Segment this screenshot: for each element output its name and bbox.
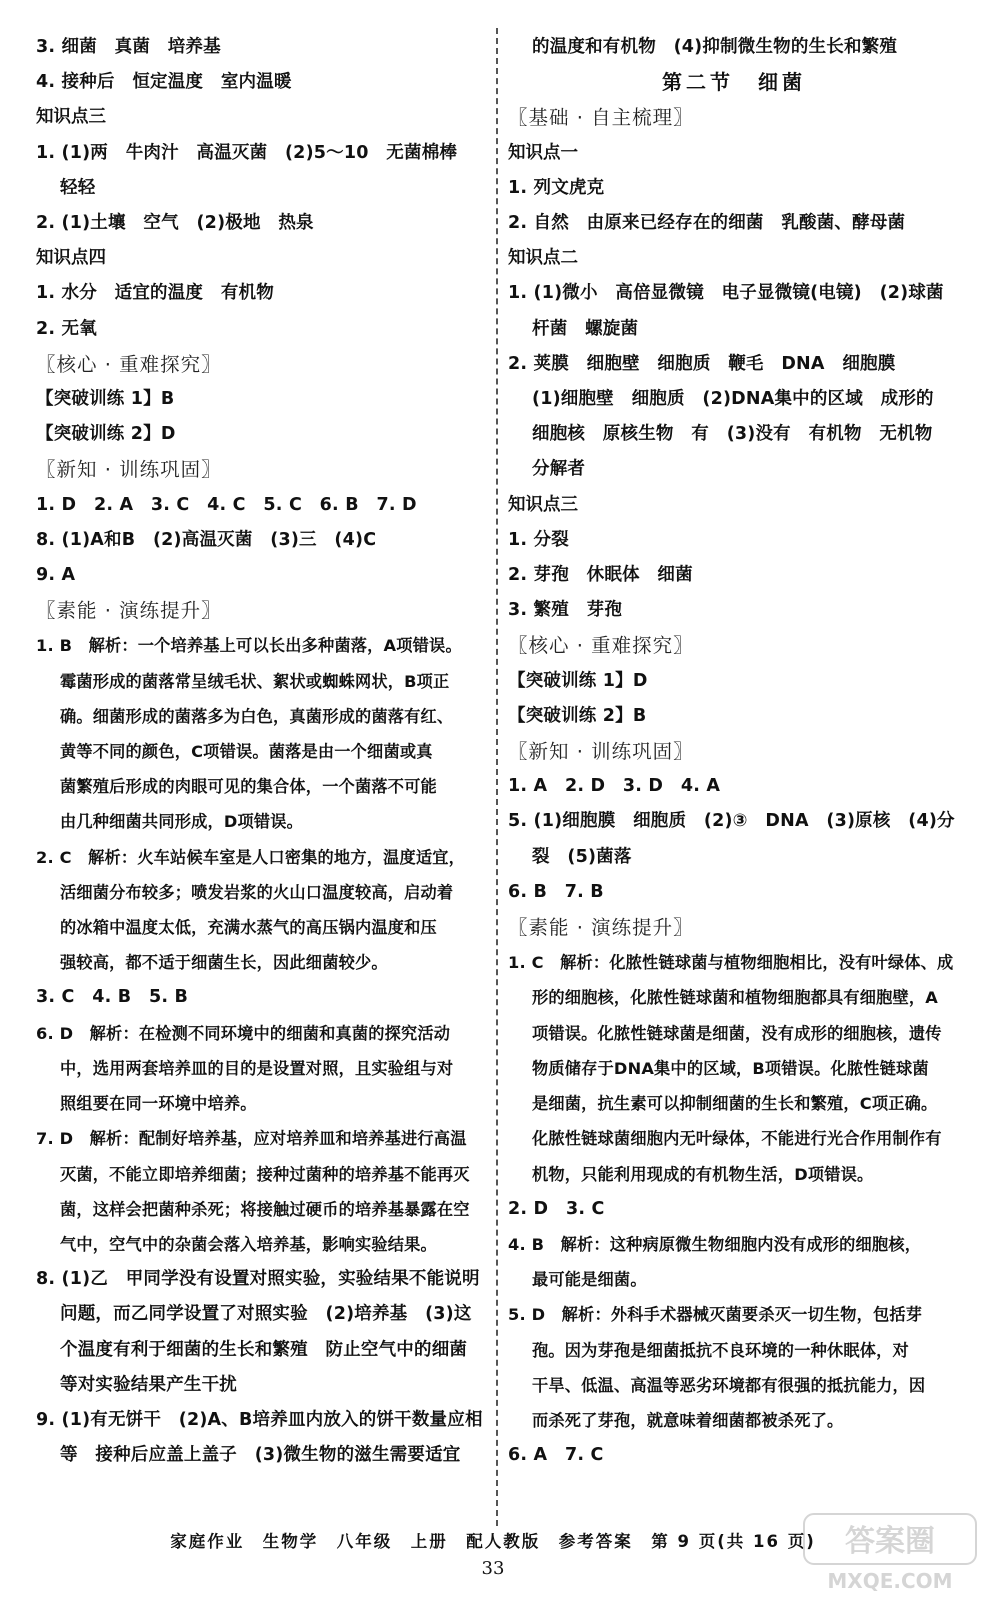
right-column-line: 【突破训练 1】D: [508, 670, 648, 691]
page-number: 33: [481, 1558, 505, 1579]
left-column-line: 9. (1)有无饼干 (2)A、B培养皿内放入的饼干数量应相: [36, 1409, 483, 1430]
right-column-line: 4. B 解析：这种病原微生物细胞内没有成形的细胞核，: [508, 1234, 922, 1254]
left-column-line: 由几种细菌共同形成，D项错误。: [60, 812, 304, 832]
page-footer: 家庭作业 生物学 八年级 上册 配人教版 参考答案 第 9 页(共 16 页): [170, 1532, 816, 1551]
right-column: [508, 30, 960, 1473]
right-column-line: 5. (1)细胞膜 细胞质 (2)③ DNA (3)原核 (4)分: [508, 811, 955, 832]
right-column-line: 〖核心 · 重难探究〗: [508, 634, 694, 658]
left-column-line: 等对实验结果产生干扰: [60, 1374, 237, 1395]
left-column-line: 等 接种后应盖上盖子 (3)微生物的滋生需要适宜: [60, 1445, 461, 1466]
left-column-line: 4. 接种后 恒定温度 室内温暖: [36, 72, 292, 93]
right-column-line: 化脓性链球菌细胞内无叶绿体，不能进行光合作用制作有: [532, 1129, 942, 1149]
right-column-line: 是细菌，抗生素可以抑制细菌的生长和繁殖，C项正确。: [532, 1094, 938, 1114]
right-column-line: 知识点三: [508, 494, 578, 515]
right-column-line: 【突破训练 2】B: [508, 705, 647, 726]
left-column-line: 7. D 解析：配制好培养基，应对培养皿和培养基进行高温: [36, 1129, 467, 1149]
right-column-line: 1. 列文虎克: [508, 177, 605, 198]
watermark-site: MXQE.COM: [827, 1569, 953, 1593]
right-column-line: 形的细胞核，化脓性链球菌和植物细胞都具有细胞壁，A: [532, 988, 939, 1008]
right-column-line: 〖新知 · 训练巩固〗: [508, 740, 694, 764]
left-column-line: 问题，而乙同学设置了对照实验 (2)培养基 (3)这: [60, 1304, 472, 1325]
right-column-line: 机物，只能利用现成的有机物生活，D项错误。: [532, 1164, 874, 1184]
right-column-line: 细胞核 原核生物 有 (3)没有 有机物 无机物: [532, 424, 933, 445]
left-column-line: 强较高，都不适于细菌生长，因此细菌较少。: [60, 953, 388, 973]
right-column-line: 的温度和有机物 (4)抑制微生物的生长和繁殖: [532, 37, 898, 57]
right-column-line: 最可能是细菌。: [532, 1270, 647, 1290]
left-column-line: 〖素能 · 演练提升〗: [36, 599, 222, 623]
left-column-line: 1. B 解析：一个培养基上可以长出多种菌落，A项错误。: [36, 636, 462, 656]
right-column-line: 2. D 3. C: [508, 1198, 605, 1219]
left-column: [36, 30, 492, 1473]
watermark-text: 答案圈: [845, 1524, 935, 1559]
left-column-line: 气中，空气中的杂菌会落入培养基，影响实验结果。: [60, 1234, 437, 1254]
right-column-line: 6. B 7. B: [508, 881, 604, 902]
left-column-line: 的冰箱中温度太低，充满水蒸气的高压锅内温度和压: [60, 918, 437, 938]
left-column-line: 1. (1)两 牛肉汁 高温灭菌 (2)5～10 无菌棉棒: [36, 142, 458, 163]
left-column-line: 2. 无氧: [36, 318, 97, 339]
left-column-line: 菌繁殖后形成的肉眼可见的集合体，一个菌落不可能: [60, 777, 437, 797]
right-column-line: 6. A 7. C: [508, 1445, 604, 1466]
left-column-line: 〖新知 · 训练巩固〗: [36, 458, 222, 482]
right-column-line: 5. D 解析：外科手术器械灭菌要杀灭一切生物，包括芽: [508, 1305, 923, 1325]
right-column-line: 2. 芽孢 休眠体 细菌: [508, 565, 693, 586]
left-column-line: 活细菌分布较多；喷发岩浆的火山口温度较高，启动着: [60, 882, 454, 902]
right-column-line: 3. 繁殖 芽孢: [508, 600, 623, 621]
right-column-line: 1. A 2. D 3. D 4. A: [508, 776, 721, 797]
left-column-line: 中，选用两套培养皿的目的是设置对照，且实验组与对: [60, 1058, 454, 1078]
left-column-line: 知识点四: [36, 248, 106, 269]
left-column-line: 6. D 解析：在检测不同环境中的细菌和真菌的探究活动: [36, 1023, 451, 1043]
right-column-line: 1. (1)微小 高倍显微镜 电子显微镜(电镜) (2)球菌: [508, 283, 944, 304]
left-column-line: 轻轻: [60, 177, 96, 198]
right-column-line: 1. C 解析：化脓性链球菌与植物细胞相比，没有叶绿体、成: [508, 953, 954, 973]
left-column-line: 黄等不同的颜色，C项错误。菌落是由一个细菌或真: [60, 742, 433, 762]
right-column-line: 第二节 细菌: [662, 70, 806, 95]
left-column-line: 菌，这样会把菌种杀死；将接触过硬币的培养基暴露在空: [60, 1199, 470, 1219]
left-column-line: 灭菌，不能立即培养细菌；接种过菌种的培养基不能再灭: [60, 1164, 470, 1184]
right-column-line: 物质储存于DNA集中的区域，B项错误。化脓性链球菌: [532, 1058, 929, 1078]
left-column-line: 确。细菌形成的菌落多为白色，真菌形成的菌落有红、: [60, 706, 454, 726]
left-column-line: 霉菌形成的菌落常呈绒毛状、絮状或蜘蛛网状，B项正: [60, 671, 450, 691]
right-column-line: 分解者: [532, 459, 586, 480]
right-column-line: 2. 自然 由原来已经存在的细菌 乳酸菌、酵母菌: [508, 213, 906, 234]
right-column-line: 孢。因为芽孢是细菌抵抗不良环境的一种休眠体，对: [532, 1340, 909, 1360]
left-column-line: 2. (1)土壤 空气 (2)极地 热泉: [36, 213, 314, 234]
column-divider: [496, 28, 498, 1526]
left-column-line: 1. 水分 适宜的温度 有机物: [36, 283, 274, 304]
left-column-line: 【突破训练 1】B: [36, 389, 175, 410]
left-column-line: 照组要在同一环境中培养。: [60, 1094, 257, 1114]
right-column-line: 干旱、低温、高温等恶劣环境都有很强的抵抗能力，因: [532, 1375, 926, 1395]
left-column-line: 8. (1)A和B (2)高温灭菌 (3)三 (4)C: [36, 529, 377, 550]
right-column-line: 1. 分裂: [508, 529, 569, 550]
right-column-line: 项错误。化脓性链球菌是细菌，没有成形的细胞核，遗传: [532, 1023, 942, 1043]
right-column-line: 知识点二: [508, 248, 578, 269]
left-column-line: 2. C 解析：火车站候车室是人口密集的地方，温度适宜，: [36, 847, 466, 867]
left-column-line: 3. 细菌 真菌 培养基: [36, 37, 221, 57]
left-column-line: 8. (1)乙 甲同学没有设置对照实验，实验结果不能说明: [36, 1269, 480, 1290]
right-column-line: (1)细胞壁 细胞质 (2)DNA集中的区域 成形的: [532, 389, 934, 410]
right-column-line: 裂 (5)菌落: [532, 846, 632, 867]
right-column-line: 杆菌 螺旋菌: [532, 318, 639, 339]
right-column-line: 2. 荚膜 细胞壁 细胞质 鞭毛 DNA 细胞膜: [508, 353, 896, 374]
left-column-line: 1. D 2. A 3. C 4. C 5. C 6. B 7. D: [36, 494, 417, 515]
left-column-line: 9. A: [36, 565, 76, 586]
right-column-line: 知识点一: [508, 142, 578, 163]
left-column-line: 个温度有利于细菌的生长和繁殖 防止空气中的细菌: [60, 1339, 468, 1360]
right-column-line: 而杀死了芽孢，就意味着细菌都被杀死了。: [532, 1410, 844, 1430]
left-column-line: 【突破训练 2】D: [36, 424, 176, 445]
left-column-line: 知识点三: [36, 107, 106, 128]
left-column-line: 3. C 4. B 5. B: [36, 987, 189, 1008]
right-column-line: 〖基础 · 自主梳理〗: [508, 106, 694, 130]
right-column-line: 〖素能 · 演练提升〗: [508, 916, 694, 940]
watermark-logo: [800, 1510, 980, 1596]
left-column-line: 〖核心 · 重难探究〗: [36, 352, 222, 376]
